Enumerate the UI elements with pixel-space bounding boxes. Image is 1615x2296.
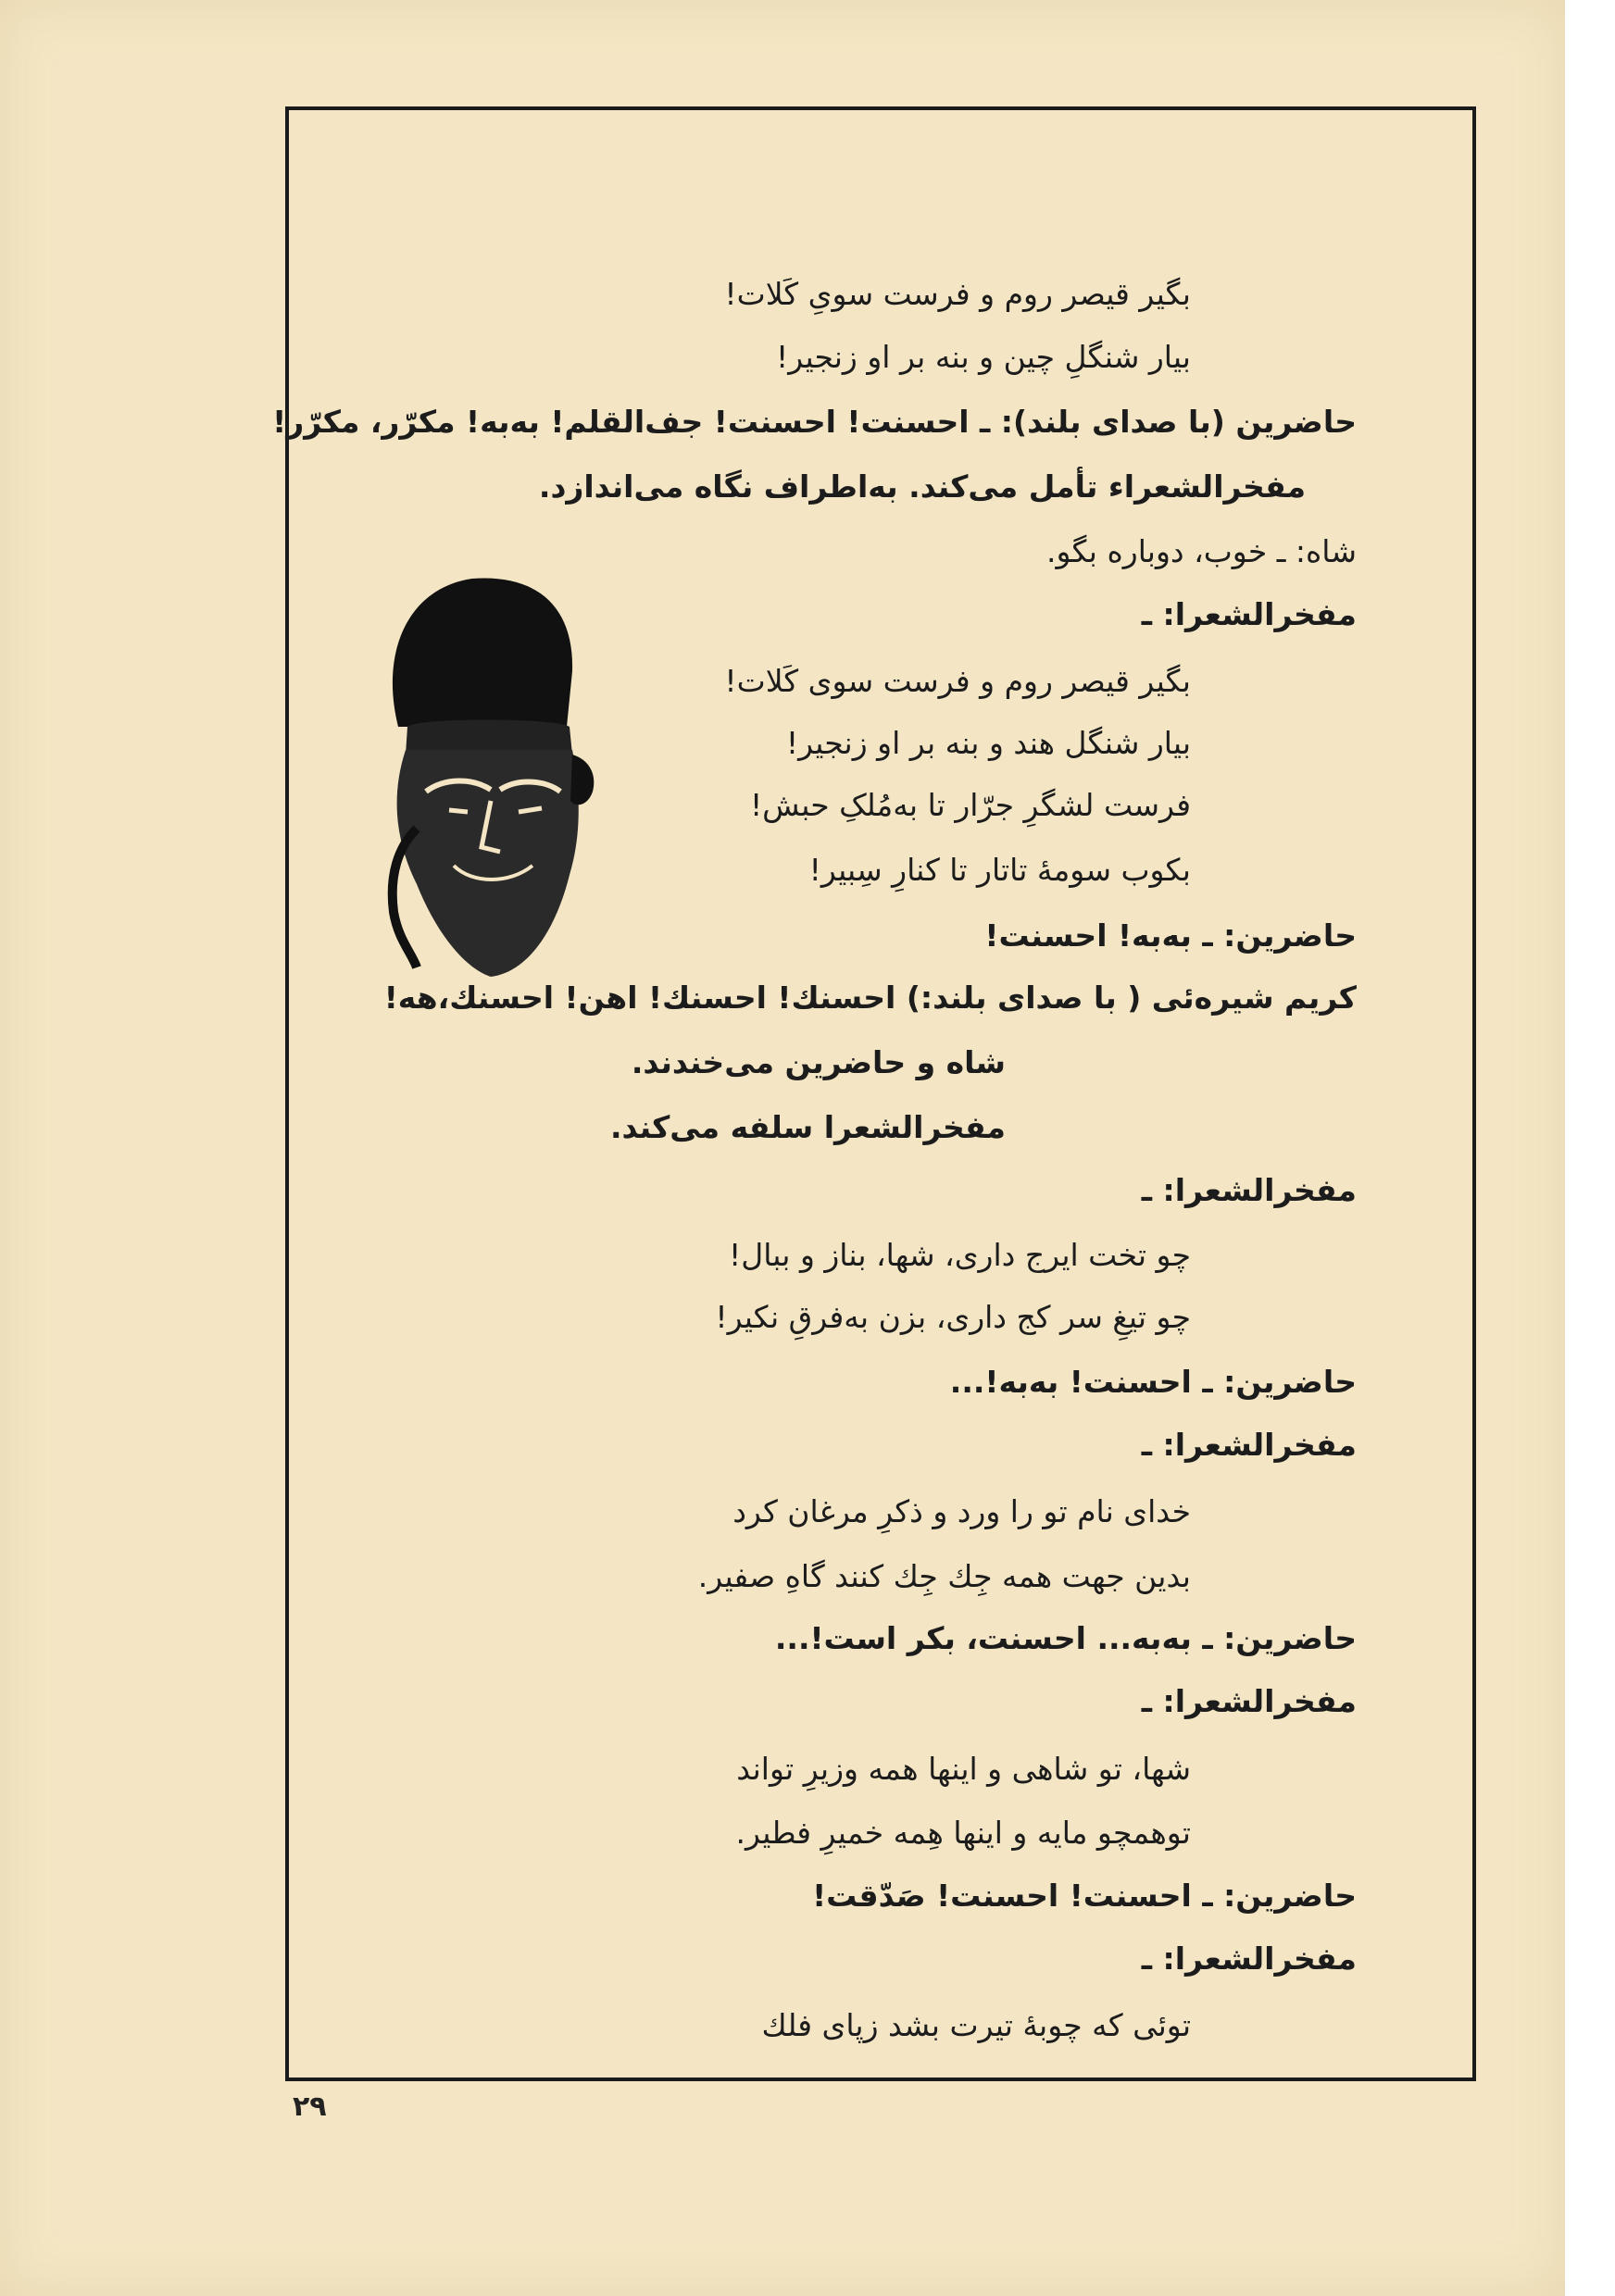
verse-line: توئی که چوبهٔ تیرت بشد زپای فلك bbox=[761, 2007, 1191, 2043]
dialogue-line: شاه: ـ خوب، دوباره بگو. bbox=[1046, 533, 1357, 569]
dialogue-line: حاضرین: ـ احسنت! به‌به!... bbox=[949, 1364, 1357, 1400]
speaker-line: مفخرالشعرا: ـ bbox=[1141, 1683, 1357, 1719]
dialogue-line: کریم شیره‌ئی ( با صدای بلند:) احسنك! احسنك! اهن! احسنك،هه! bbox=[383, 980, 1357, 1016]
speaker-line: مفخرالشعرا: ـ bbox=[1141, 1940, 1357, 1977]
speaker-line: مفخرالشعرا: ـ bbox=[1141, 1427, 1357, 1463]
verse-line: توهمچو مایه و اینها هِمه خمیرِ فطیر. bbox=[735, 1815, 1191, 1851]
dialogue-line: حاضرین (با صدای بلند): ـ احسنت! احسنت! جف‌القلم! به‌به! مکرّر، مکرّر! bbox=[272, 404, 1357, 440]
speaker-line: مفخرالشعرا: ـ bbox=[1141, 1172, 1357, 1208]
verse-line: بیار شنگلِ چین و بنه بر او زنجیر! bbox=[776, 339, 1191, 375]
verse-line: شها، تو شاهی و اینها همه وزیرِ تواند bbox=[736, 1751, 1191, 1787]
stage-direction: مفخرالشعرا سلفه می‌کند. bbox=[610, 1109, 1006, 1145]
verse-line: بیار شنگل هند و بنه بر او زنجیر! bbox=[785, 725, 1191, 761]
page-number: ۲۹ bbox=[293, 2090, 327, 2123]
dialogue-line: حاضرین: ـ به‌به... احسنت، بکر است!... bbox=[774, 1620, 1357, 1656]
verse-line: چو تخت ایرج داری، شها، بناز و ببال! bbox=[729, 1237, 1191, 1273]
verse-line: بدین جهت همه جِك جِك کنند گاهِ صفیر. bbox=[697, 1558, 1191, 1594]
verse-line: فرست لشگرِ جرّار تا به‌مُلکِ حبش! bbox=[749, 787, 1191, 823]
stage-direction: مفخرالشعراء تأمل می‌کند. به‌اطراف نگاه می‌اندازد. bbox=[538, 468, 1306, 505]
speaker-line: مفخرالشعرا: ـ bbox=[1141, 596, 1357, 632]
verse-line: بگیر قیصر روم و فرست سویِ کَلات! bbox=[724, 276, 1191, 312]
verse-line: بکوب سومهٔ تاتار تا کنارِ سِبیر! bbox=[808, 852, 1191, 888]
dialogue-line: حاضرین: ـ به‌به! احسنت! bbox=[984, 917, 1357, 954]
verse-line: خدای نام تو را ورد و ذکرِ مرغان کرد bbox=[732, 1493, 1191, 1529]
verse-line: چو تیغِ سر کج داری، بزن به‌فرقِ نکیر! bbox=[715, 1299, 1191, 1335]
portrait-illustration bbox=[361, 569, 602, 981]
dialogue-line: حاضرین: ـ احسنت! احسنت! صَدّقت! bbox=[812, 1878, 1357, 1914]
stage-direction: شاه و حاضرین می‌خندند. bbox=[631, 1044, 1006, 1080]
verse-line: بگیر قیصر روم و فرست سوی کَلات! bbox=[724, 663, 1191, 699]
